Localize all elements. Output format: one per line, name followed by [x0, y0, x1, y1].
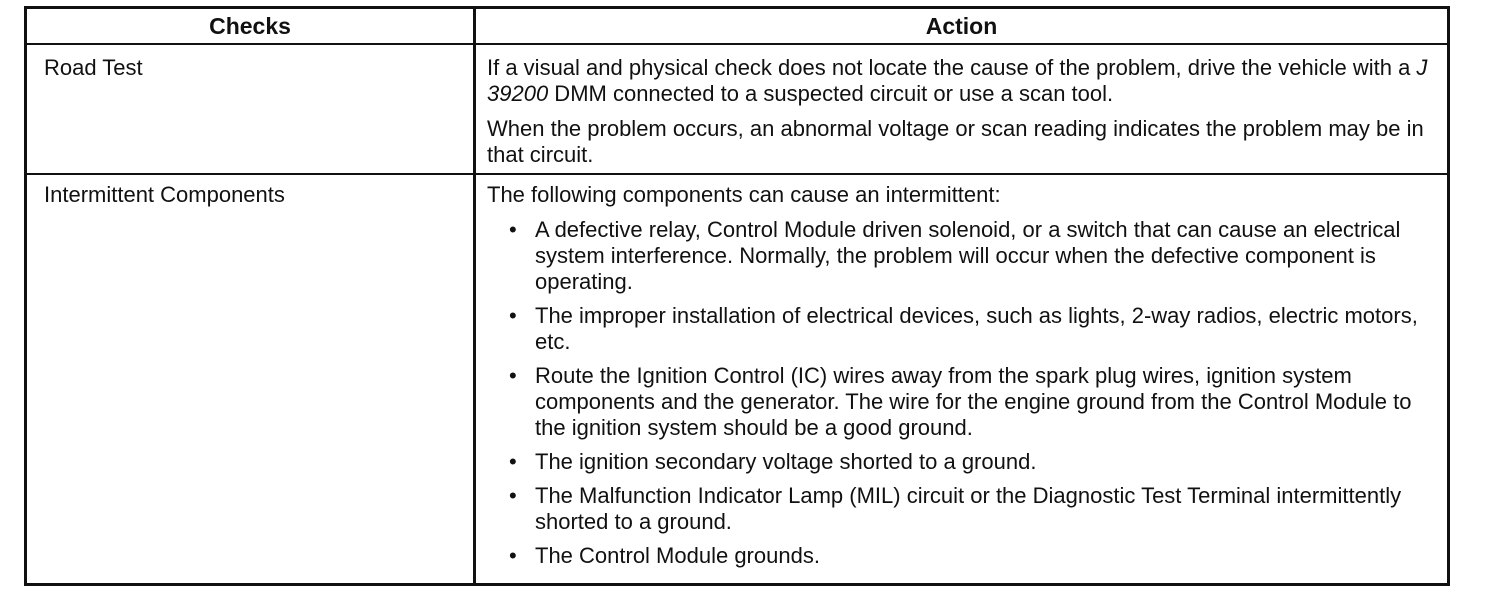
- header-action: Action: [925, 13, 998, 39]
- action-road-test: [487, 55, 1435, 177]
- bullet-icon: •: [509, 303, 517, 328]
- list-item: • The ignition secondary voltage shorted to a ground.: [509, 449, 1037, 474]
- road-test-paragraph-2: When the problem occurs, an abnormal voltage or scan reading indicates the problem may be in that circuit.: [487, 116, 1424, 167]
- list-item: • The Malfunction Indicator Lamp (MIL) circuit or the Diagnostic Test Terminal intermittently shorted to a ground.: [509, 483, 1402, 534]
- bullet-icon: •: [509, 543, 517, 568]
- road-test-paragraph-1: If a visual and physical check does not locate the cause of the problem, drive the vehicle with a J 39200 DMM connected to a suspected circuit or use a scan tool.: [487, 55, 1428, 106]
- bullet-icon: •: [509, 363, 517, 388]
- bullet-icon: •: [509, 217, 517, 242]
- intermittent-list: [487, 217, 1435, 569]
- tool-reference: J 39200: [487, 55, 1428, 106]
- bullet-icon: •: [509, 483, 517, 508]
- column-divider: [473, 9, 476, 583]
- header-divider: [27, 43, 1447, 45]
- list-item: • Route the Ignition Control (IC) wires away from the spark plug wires, ignition system components and the generator. The wire for the engine ground from the Control Module to the ignition system should be a good ground.: [509, 363, 1412, 440]
- header-checks: Checks: [209, 13, 291, 39]
- diagnostic-table: [24, 6, 1450, 586]
- intermittent-intro: The following components can cause an intermittent:: [487, 182, 1001, 207]
- action-intermittent-components: [487, 182, 1435, 577]
- list-item: • The improper installation of electrical devices, such as lights, 2-way radios, electric motors, etc.: [509, 303, 1418, 354]
- check-road-test: Road Test: [44, 55, 143, 80]
- bullet-icon: •: [509, 449, 517, 474]
- list-item: • The Control Module grounds.: [509, 543, 820, 568]
- list-item: • A defective relay, Control Module driven solenoid, or a switch that can cause an electrical system interference. Normally, the problem will occur when the defective component is operating.: [509, 217, 1401, 294]
- check-intermittent-components: Intermittent Components: [44, 182, 285, 207]
